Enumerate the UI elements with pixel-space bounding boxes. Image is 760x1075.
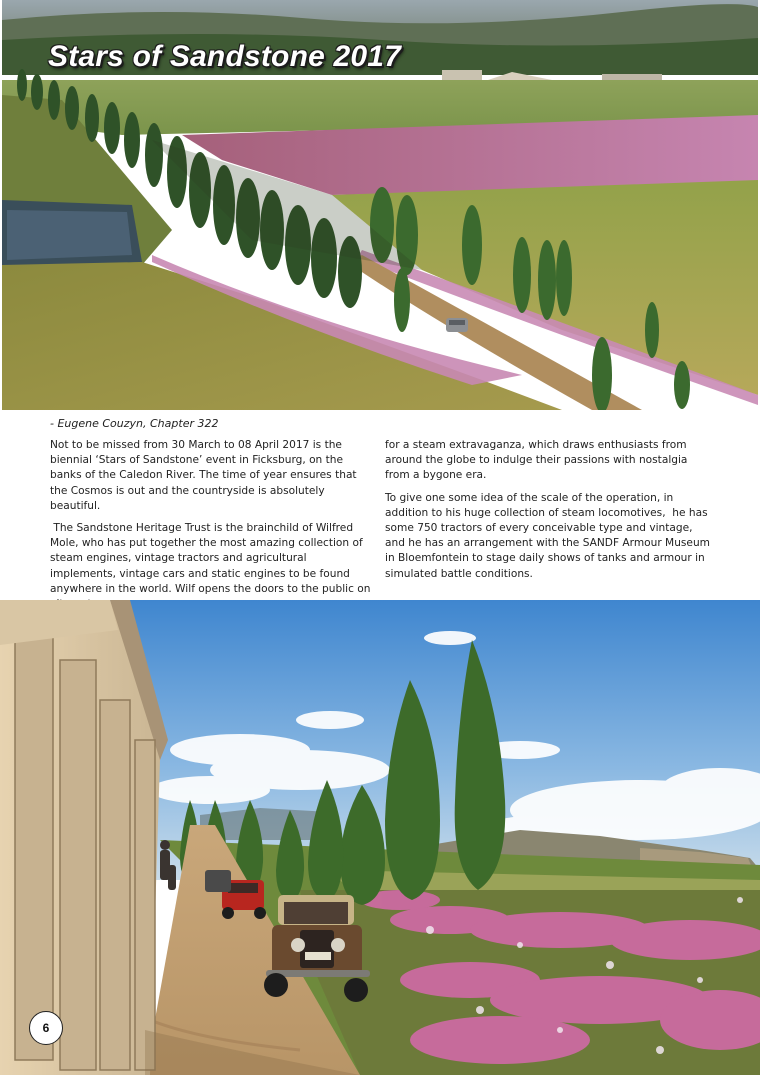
- vintage-cars-illustration: [0, 600, 760, 1075]
- vintage-cars-photo: [0, 600, 760, 1075]
- paragraph: The Sandstone Heritage Trust is the brainchild of Wilfred Mole, who has put together the most amazing collection of steam engines, vintage tractors and agricultural implements, vintage cars and static engines to be found anywhere in the world. Wilf opens the doors to the public on: [50, 522, 371, 595]
- page-title: Stars of Sandstone 2017: [48, 40, 402, 73]
- byline: - Eugene Couzyn, Chapter 322: [50, 417, 219, 430]
- paragraph: for a steam extravaganza, which draws enthusiasts from around the globe to indulge their passions with nostalgia from a bygone era.: [385, 439, 688, 482]
- article-column-right: [385, 438, 715, 589]
- article-column-left: [50, 438, 375, 619]
- paragraph: Not to be missed from 30 March to 08 April 2017 is the biennial ‘Stars of Sandstone’ event in Ficksburg, on the banks of the Caledon River. The time of year ensures that the Cosmos is out and the countryside is absolutely beautiful.: [50, 439, 357, 512]
- paragraph: To give one some idea of the scale of the operation, in addition to his huge collection of steam locomotives, he has some 750 tractors of every conceivable type and vintage, and he has an arrangement with the SANDF Armour Museum in Bloemfontein to stage daily shows of tanks and armour in simulated battle conditions.: [385, 491, 710, 580]
- page-number: 6: [29, 1011, 63, 1045]
- aerial-landscape-photo: [2, 0, 758, 410]
